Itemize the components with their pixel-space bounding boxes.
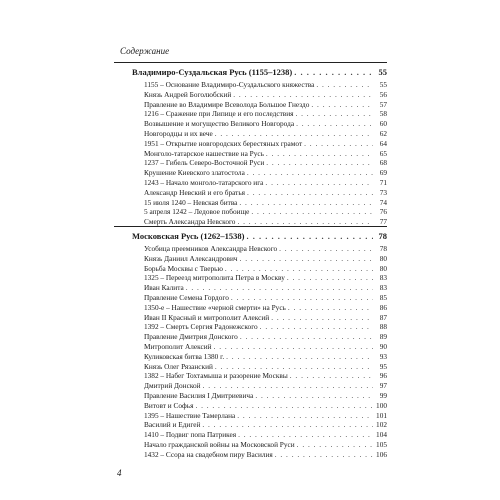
toc-entry-title: Куликовская битва 1380 г. (144, 351, 225, 361)
dot-leader (226, 352, 373, 362)
toc-entry-page-number: 71 (379, 177, 387, 187)
toc-entry-title: 1243 – Начало монголо-татарского ига (144, 177, 264, 187)
toc-entry-title: Князь Олег Рязанский (144, 361, 213, 371)
toc-entry-page-number: 105 (376, 439, 387, 449)
toc-entry[interactable] (144, 254, 387, 264)
toc-entry-title: Правление Семена Гордого (144, 292, 229, 302)
dot-leader (238, 430, 373, 440)
toc-entry[interactable] (144, 401, 387, 411)
toc-entry-title: Начало гражданской войны на Московской Руси (144, 439, 295, 449)
toc-entry-page-number: 102 (376, 420, 387, 430)
toc-entry-page-number: 93 (379, 351, 387, 361)
toc-entry[interactable] (144, 371, 387, 381)
toc-entry[interactable] (144, 264, 387, 274)
toc-entry-page-number: 69 (379, 168, 387, 178)
toc-entry[interactable] (144, 322, 387, 332)
toc-entry-page-number: 80 (379, 263, 387, 273)
toc-entry-title: Витовт и Софья (144, 400, 194, 410)
toc-entry[interactable] (144, 411, 387, 421)
toc-entry-title: Дмитрий Донской (144, 381, 201, 391)
toc-entry-page-number: 55 (379, 80, 387, 89)
toc-entry-page-number: 99 (379, 390, 387, 400)
toc-entry-title: Иван Калита (144, 283, 184, 293)
toc-entry-title: 1325 – Переезд митрополита Петра в Москву (144, 273, 285, 283)
dot-leader (240, 254, 373, 264)
dot-leader (237, 411, 373, 421)
toc-entry-page-number: 86 (379, 302, 387, 312)
toc-entry-title: Возвышение и могущество Великого Новгорода (144, 119, 295, 129)
toc-entry-page-number: 56 (379, 89, 387, 99)
toc-entry-page-number: 57 (379, 99, 387, 109)
toc-entry-page-number: 78 (379, 244, 387, 253)
toc-entry-title: Борьба Москвы с Тверью (144, 263, 223, 273)
toc-entry-title: 1432 – Ссора на свадебном пиру Василия (144, 449, 273, 459)
toc-entry[interactable] (144, 283, 387, 293)
toc-entry-title: 1395 – Нашествие Тамерлана (144, 410, 236, 420)
toc-entry-title: Усобица преемников Александра Невского (144, 244, 278, 253)
toc-entry-title: 1237 – Гибель Северо-Восточной Руси (144, 158, 265, 168)
dot-leader (294, 66, 373, 78)
toc-entry[interactable] (144, 244, 387, 254)
toc-entry-title: Смерть Александра Невского (144, 217, 236, 227)
toc-entry-page-number: 58 (379, 109, 387, 119)
toc-entry-title: Князь Андрей Боголюбский (144, 89, 232, 99)
toc-entry[interactable] (144, 332, 387, 342)
toc-entry-page-number: 89 (379, 332, 387, 342)
toc-entry-title: Иван II Красный и митрополит Алексий (144, 312, 270, 322)
toc-entry-title: Монголо-татарское нашествие на Русь (144, 148, 264, 158)
toc-entry-page-number: 83 (379, 273, 387, 283)
dot-leader (287, 273, 373, 283)
toc-entry-title: 15 июля 1240 – Невская битва (144, 197, 238, 207)
toc-entry[interactable] (144, 303, 387, 313)
dot-leader (233, 90, 373, 100)
dot-leader (295, 109, 373, 119)
toc-entry-title: Крушение Киевского златостола (144, 168, 245, 178)
dot-leader (246, 230, 373, 242)
toc-entry[interactable] (144, 430, 387, 440)
dot-leader (279, 244, 373, 254)
toc-entry-title: Василий и Едигей (144, 420, 201, 430)
toc-entry[interactable] (144, 129, 387, 139)
section-divider (114, 226, 387, 227)
toc-entry-page-number: 60 (379, 119, 387, 129)
toc-entry-page-number: 106 (376, 449, 387, 459)
dot-leader (225, 264, 373, 274)
section-page-number: 78 (378, 231, 387, 241)
toc-entry-page-number: 80 (379, 253, 387, 263)
toc-entry-title: Правление Дмитрия Донского (144, 332, 238, 342)
dot-leader (296, 119, 373, 129)
toc-entry[interactable] (144, 90, 387, 100)
toc-entry[interactable] (144, 450, 387, 460)
toc-entry[interactable] (144, 168, 387, 178)
dot-leader (214, 342, 373, 352)
dot-leader (260, 322, 373, 332)
toc-entry-page-number: 95 (379, 361, 387, 371)
dot-leader (271, 313, 373, 323)
dot-leader (186, 283, 373, 293)
toc-entry[interactable] (144, 440, 387, 450)
toc-entry[interactable] (144, 119, 387, 129)
toc-entry-page-number: 73 (379, 187, 387, 197)
dot-leader (203, 381, 373, 391)
toc-entry-title: 1392 – Смерть Сергия Радонежского (144, 322, 258, 332)
toc-entry[interactable] (144, 139, 387, 149)
running-header: Содержание (120, 46, 170, 56)
page-number: 4 (117, 468, 122, 478)
toc-entry-page-number: 100 (376, 400, 387, 410)
toc-entry-page-number: 101 (376, 410, 387, 420)
toc-entry[interactable] (144, 313, 387, 323)
toc-entry-page-number: 96 (379, 371, 387, 381)
section-heading[interactable] (114, 230, 387, 242)
toc-entry-title: 1350-е – Нашествие «черной смерти» на Русь (144, 302, 286, 312)
toc-entry-list (114, 244, 387, 460)
toc-entry-title: 5 апреля 1242 – Ледовое побоище (144, 207, 250, 217)
toc-entry-page-number: 87 (379, 312, 387, 322)
toc-entry[interactable] (144, 149, 387, 159)
toc-entry-page-number: 64 (379, 138, 387, 148)
toc-entry[interactable] (144, 198, 387, 208)
toc-entry[interactable] (144, 420, 387, 430)
toc-entry[interactable] (144, 381, 387, 391)
toc-entry[interactable] (144, 100, 387, 110)
toc-entry-page-number: 65 (379, 148, 387, 158)
toc-entry[interactable] (144, 293, 387, 303)
dot-leader (297, 440, 373, 450)
toc-entry-page-number: 83 (379, 283, 387, 293)
dot-leader (195, 401, 373, 411)
toc-entry-title: 1410 – Подвиг попа Патрикея (144, 430, 237, 440)
toc-entry[interactable] (144, 391, 387, 401)
toc-entry-page-number: 90 (379, 341, 387, 351)
toc-entry-title: Правление Василия I Дмитриевича (144, 390, 254, 400)
dot-leader (240, 332, 373, 342)
toc-entry-page-number: 77 (379, 217, 387, 227)
dot-leader (316, 80, 373, 90)
dot-leader (255, 391, 373, 401)
dot-leader (304, 139, 373, 149)
toc-entry[interactable] (144, 362, 387, 372)
dot-leader (311, 100, 373, 110)
toc-entry-page-number: 74 (379, 197, 387, 207)
toc-entry[interactable] (144, 80, 387, 90)
toc-entry[interactable] (144, 158, 387, 168)
dot-leader (288, 303, 373, 313)
toc-entry-title: 1382 – Набег Тохтамыша и разорение Москвы (144, 371, 288, 381)
section-divider (114, 62, 387, 63)
toc-entry[interactable] (144, 207, 387, 217)
section-title: Московская Русь (1262–1538) (132, 231, 245, 241)
dot-leader (266, 158, 373, 168)
toc-entry-page-number: 85 (379, 292, 387, 302)
toc-entry-title: 1216 – Сражение при Липице и его последствия (144, 109, 294, 119)
toc-section-vladimir-suzdal (114, 62, 387, 227)
toc-entry-page-number: 68 (379, 158, 387, 168)
toc-entry-page-number: 76 (379, 207, 387, 217)
toc-entry-title: 1155 – Основание Владимиро-Суздальского княжества (144, 80, 315, 89)
toc-section-moscow (114, 226, 387, 460)
section-title: Владимиро-Суздальская Русь (1155–1238) (132, 67, 293, 77)
section-heading[interactable] (114, 66, 387, 78)
section-page-number: 55 (378, 67, 387, 77)
toc-entry-page-number: 104 (376, 430, 387, 440)
toc-entry-title: Александр Невский и его братья (144, 187, 246, 197)
dot-leader (239, 198, 373, 208)
dot-leader (231, 293, 373, 303)
dot-leader (247, 168, 373, 178)
toc-entry-page-number: 62 (379, 128, 387, 138)
toc-entry[interactable] (144, 109, 387, 119)
dot-leader (247, 188, 373, 198)
toc-entry[interactable] (144, 178, 387, 188)
dot-leader (275, 450, 373, 460)
toc-entry-title: 1951 – Открытие новгородских берестяных грамот (144, 138, 303, 148)
toc-entry-page-number: 97 (379, 381, 387, 391)
dot-leader (215, 362, 373, 372)
toc-entry-title: Правление во Владимире Всеволода Большое Гнездо (144, 99, 310, 109)
toc-entry-page-number: 88 (379, 322, 387, 332)
toc-entry[interactable] (144, 342, 387, 352)
toc-entry[interactable] (144, 352, 387, 362)
dot-leader (251, 207, 373, 217)
dot-leader (215, 129, 373, 139)
dot-leader (266, 149, 373, 159)
toc-entry-title: Митрополит Алексий (144, 341, 212, 351)
dot-leader (202, 420, 373, 430)
dot-leader (290, 371, 373, 381)
toc-entry-list (114, 80, 387, 227)
dot-leader (265, 178, 373, 188)
toc-entry[interactable] (144, 188, 387, 198)
toc-entry-title: Князь Даниил Александрович (144, 253, 238, 263)
toc-entry[interactable] (144, 273, 387, 283)
toc-entry-title: Новгородцы и их вече (144, 128, 213, 138)
